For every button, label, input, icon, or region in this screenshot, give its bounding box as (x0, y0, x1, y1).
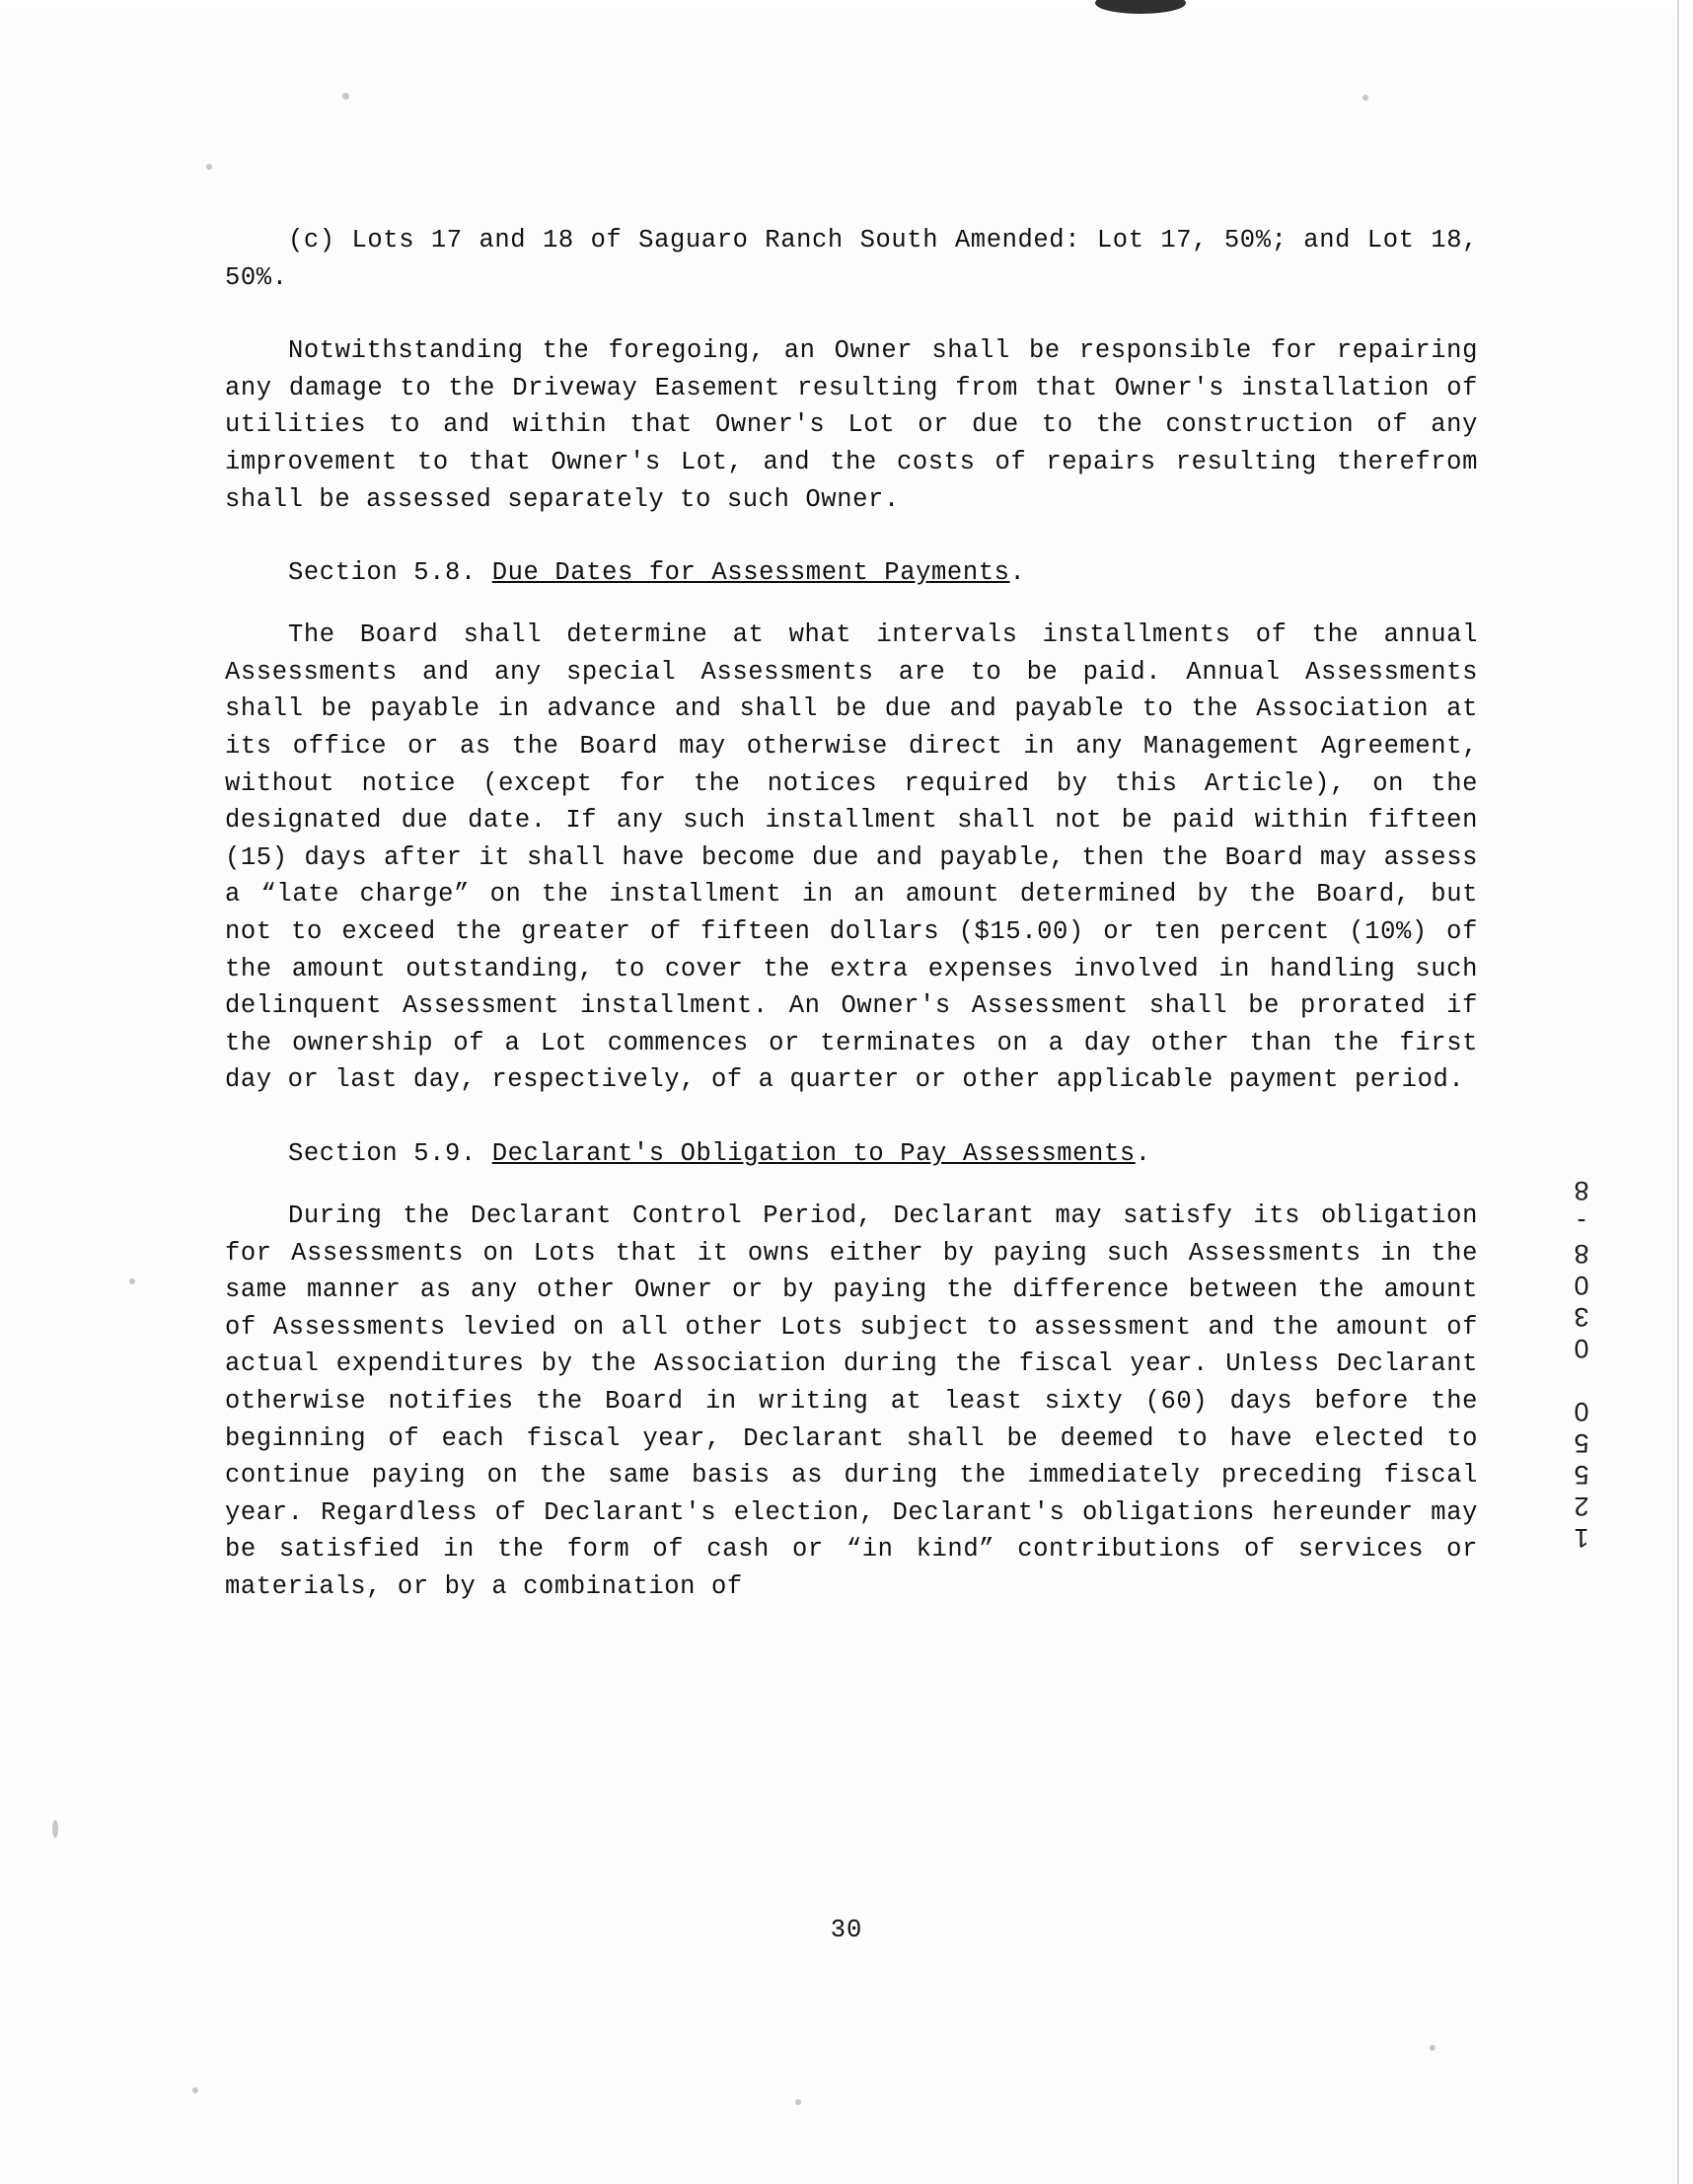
paragraph-section-5-8-body (225, 617, 1478, 1099)
scan-edge-top (0, 0, 1693, 10)
paragraph-lots (225, 222, 1478, 296)
scan-edge-right (1677, 0, 1693, 2184)
paragraph-text: The Board shall determine at what intervals installments of the annual Assessments and any special Assessments are to be paid. Annual Assessments shall be payable in advance and shall be due and payable to the Association at its office or as the Board may otherwise direct in any Management Agreement, without notice (except for the notices required by this Article), on the designated due date. If any such installment shall not be paid within fifteen (15) days after it shall have become due and payable, then the Board may assess a “late charge” on the installment in an amount determined by the Board, but not to exceed the greater of fifteen dollars ($15.00) or ten percent (10%) of the amount outstanding, to cover the extra expenses involved in handling such delinquent Assessment installment. An Owner's Assessment shall be prorated if the ownership of a Lot commences or terminates on a day other than the first day or last day, respectively, of a quarter or other applicable payment period. (225, 620, 1478, 1095)
paragraph-text: Notwithstanding the foregoing, an Owner shall be responsible for repairing any damage to the Driveway Easement resulting from that Owner's installation of utilities to and within that Owner's Lot or due to the construction of any improvement to that Owner's Lot, and the costs of repairs resulting therefrom shall be assessed separately to such Owner. (225, 336, 1478, 514)
paragraph-section-5-9-body (225, 1198, 1478, 1606)
scan-speck (1362, 95, 1368, 101)
paragraph-text: During the Declarant Control Period, Declarant may satisfy its obligation for Assessments on Lots that it owns either by paying such Assessments in the same manner as any other Owner or by paying the difference between the amount of Assessments levied on all other Lots subject to assessment and the amount of actual expenditures by the Association during the fiscal year. Unless Declarant otherwise notifies the Board in writing at least sixty (60) days before the beginning of each fiscal year, Declarant shall be deemed to have elected to continue paying on the same basis as during the immediately preceding fiscal year. Regardless of Declarant's election, Declarant's obligations hereunder may be satisfied in the form of cash or “in kind” contributions of services or materials, or by a combination of (225, 1201, 1478, 1601)
scan-speck (795, 2099, 801, 2105)
scan-speck (192, 2087, 198, 2093)
section-title: Due Dates for Assessment Payments (491, 558, 1010, 588)
section-trailing-period: . (1135, 1138, 1151, 1168)
section-heading-5-9 (225, 1135, 1478, 1173)
scan-speck (342, 93, 349, 100)
scan-speck (129, 1278, 135, 1284)
section-heading-5-8 (225, 554, 1478, 592)
section-title: Declarant's Obligation to Pay Assessments (491, 1138, 1136, 1168)
margin-stamp: 12550 0308-8 (1567, 1174, 1596, 1553)
document-body (225, 222, 1478, 1606)
scan-artifact (1095, 0, 1186, 14)
scan-speck (52, 1820, 58, 1838)
scan-speck (206, 164, 212, 170)
page-number: 30 (830, 1916, 863, 1944)
section-number: Section 5.9. (288, 1138, 477, 1168)
paragraph-notwithstanding (225, 332, 1478, 518)
scan-speck (1430, 2045, 1435, 2051)
section-number: Section 5.8. (288, 558, 477, 588)
section-trailing-period: . (1009, 558, 1026, 588)
paragraph-text: (c) Lots 17 and 18 of Saguaro Ranch South Amended: Lot 17, 50%; and Lot 18, 50%. (225, 226, 1478, 292)
